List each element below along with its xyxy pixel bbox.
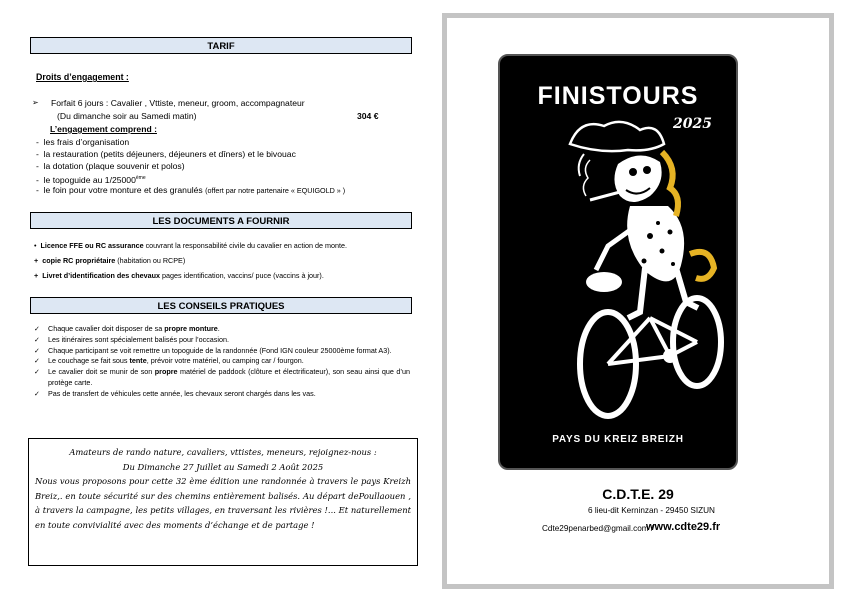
- organisation-address: 6 lieu-dit Kerninzan - 29450 SIZUN: [588, 506, 715, 515]
- check-icon: ✓: [34, 367, 41, 377]
- check-icon: ✓: [34, 324, 41, 333]
- documents-header: LES DOCUMENTS A FOURNIR: [30, 212, 412, 229]
- invitation-dates: Du Dimanche 27 Juillet au Samedi 2 Août 2025: [122, 461, 324, 472]
- document-row: • Licence FFE ou RC assurance couvrant la responsabilité civile du cavalier en action de monte.: [34, 241, 347, 250]
- list-item: ✓ Le couchage se fait sous tente, prévoir votre matériel, ou camping car / fourgon.: [34, 356, 304, 366]
- conseils-list: [34, 324, 410, 400]
- forfait-line: Forfait 6 jours : Cavalier , Vttiste, meneur, groom, accompagnateur: [51, 98, 305, 108]
- list-item: ✓ Pas de transfert de véhicules cette année, les chevaux seront chargés dans les vas.: [34, 388, 316, 398]
- droits-title: Droits d’engagement :: [36, 72, 129, 82]
- invitation-line1: Amateurs de rando nature, cavaliers, vttistes, meneurs, rejoignez-nous :: [69, 447, 377, 457]
- engagement-item: - les frais d’organisation: [36, 137, 130, 147]
- organisation-email[interactable]: Cdte29penarbed@gmail.com /: [542, 524, 654, 533]
- document-row: + copie RC propriétaire (habitation ou RCPE): [34, 256, 186, 265]
- engagement-title: L’engagement comprend :: [50, 124, 157, 134]
- document-row: + Livret d’identification des chevaux pages identification, vaccins/ puce (vaccins à jour).: [34, 271, 324, 280]
- list-item: ✓ Les itinéraires sont spécialement balisés pour l’occasion.: [34, 334, 229, 344]
- check-icon: ✓: [34, 356, 41, 366]
- check-icon: ✓: [34, 345, 41, 355]
- forfait-price: 304 €: [357, 111, 379, 121]
- list-item: ✓ Chaque cavalier doit disposer de sa propre monture.: [34, 324, 220, 333]
- organisation-website[interactable]: www.cdte29.fr: [646, 521, 721, 533]
- horse-cyclist-illustration: [500, 56, 738, 470]
- engagement-item: - le foin pour votre monture et des granulés (offert par notre partenaire « EQUIGOLD » ): [36, 185, 346, 195]
- poster-subtitle: PAYS DU KREIZ BREIZH: [552, 434, 684, 445]
- engagement-item: - la restauration (petits déjeuners, déjeuners et dîners) et le bivouac: [36, 149, 296, 159]
- poster-title: FINISTOURS: [537, 82, 699, 110]
- invitation-box: [28, 438, 418, 566]
- conseils-header: LES CONSEILS PRATIQUES: [30, 297, 412, 314]
- engagement-item: - la dotation (plaque souvenir et polos): [36, 161, 185, 171]
- check-icon: ✓: [34, 334, 41, 344]
- invitation-body: Nous vous proposons pour cette 32 ème édition une randonnée à travers le pays Kreizh Breiz,. en toute sécurité sur des chemins entièrement balisés. Au départ dePoullaouen , à travers la campagne, les petits villages, en traversant les rivières !... Et naturellement en toute convivialité avec des moments d’échange et de partage !: [35, 476, 411, 530]
- poster-year: 2025: [673, 116, 712, 132]
- organisation-name: C.D.T.E. 29: [602, 486, 674, 502]
- forfait-sub: (Du dimanche soir au Samedi matin): [57, 111, 197, 121]
- list-item: ✓ Chaque participant se voit remettre un topoguide de la randonnée (Fond IGN couleur 25000ème format A3).: [34, 345, 392, 355]
- poster: [498, 54, 738, 470]
- engagement-item: - le topoguide au 1/25000ème: [36, 174, 146, 185]
- check-icon: ✓: [34, 388, 41, 398]
- list-item: ✓ Le cavalier doit se munir de son propre matériel de paddock (clôture et électrificateur), son seau ainsi que d’un protège carte.: [34, 367, 410, 387]
- forfait-arrow: ➢: [32, 98, 39, 107]
- tarif-header: TARIF: [30, 37, 412, 54]
